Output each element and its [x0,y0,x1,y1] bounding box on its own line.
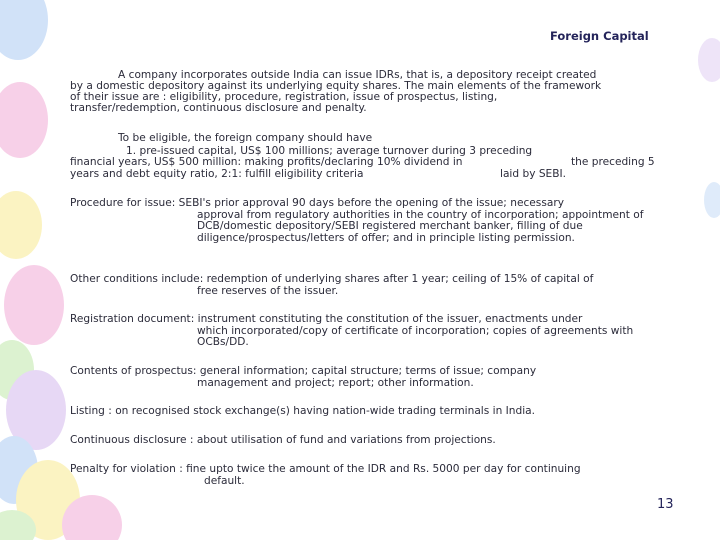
intro-line-4: transfer/redemption, continuous disclosure and penalty. [70,102,367,114]
listing-line: Listing : on recognised stock exchange(s) having nation-wide trading terminals in India. [70,405,536,417]
slide-title: Foreign Capital [550,29,649,43]
prospectus-paragraph [70,366,677,389]
eligibility-item-1: 1. pre-issued capital, US$ 100 millions; average turnover during 3 preceding [126,145,533,157]
registration-continuation: which incorporated/copy of certificate of incorporation; copies of agreements with OCBs/DD. [197,324,634,349]
registration-first-line: Registration document: instrument constituting the constitution of the issuer, enactments under [70,313,583,325]
eligibility-line-3-left: years and debt equity ratio, 2:1: fulfill eligibility criteria [70,168,364,180]
intro-line-2: by a domestic depository against its underlying equity shares. The main elements of the framework [70,80,602,92]
disclosure-line: Continuous disclosure : about utilisation of fund and variations from projections. [70,434,496,446]
eligibility-lead: To be eligible, the foreign company should have [118,132,373,144]
prospectus-continuation: management and project; report; other information. [197,376,474,389]
other-conditions-paragraph [70,274,677,297]
intro-line-3: of their issue are : eligibility, procedure, registration, issue of prospectus, listing, [70,91,498,103]
other-conditions-continuation: free reserves of the issuer. [197,284,339,297]
eligibility-line-2-right: the preceding 5 [571,156,655,168]
other-conditions-first-line: Other conditions include: redemption of underlying shares after 1 year; ceiling of 15% of capital of [70,273,594,285]
eligibility-line-3-right: laid by SEBI. [500,168,567,180]
page-number: 13 [657,497,674,512]
intro-line-1: A company incorporates outside India can issue IDRs, that is, a depository receipt created [118,69,597,81]
procedure-first-line: Procedure for issue: SEBI's prior approval 90 days before the opening of the issue; necessary [70,197,564,209]
penalty-continuation: default. [204,474,245,487]
penalty-first-line: Penalty for violation : fine upto twice the amount of the IDR and Rs. 5000 per day for continuing [70,463,581,475]
prospectus-first-line: Contents of prospectus: general information; capital structure; terms of issue; company [70,365,537,377]
procedure-continuation: approval from regulatory authorities in the country of incorporation; appointment of DCB/domestic depository/SEBI registered merchant banker, filling of due diligence/prospectus/letters of offer; and in principle listing permission. [197,208,644,244]
registration-paragraph [70,314,677,349]
eligibility-line-2-left: financial years, US$ 500 million: making profits/declaring 10% dividend in [70,156,463,168]
penalty-paragraph [70,464,684,487]
procedure-paragraph [70,198,677,244]
